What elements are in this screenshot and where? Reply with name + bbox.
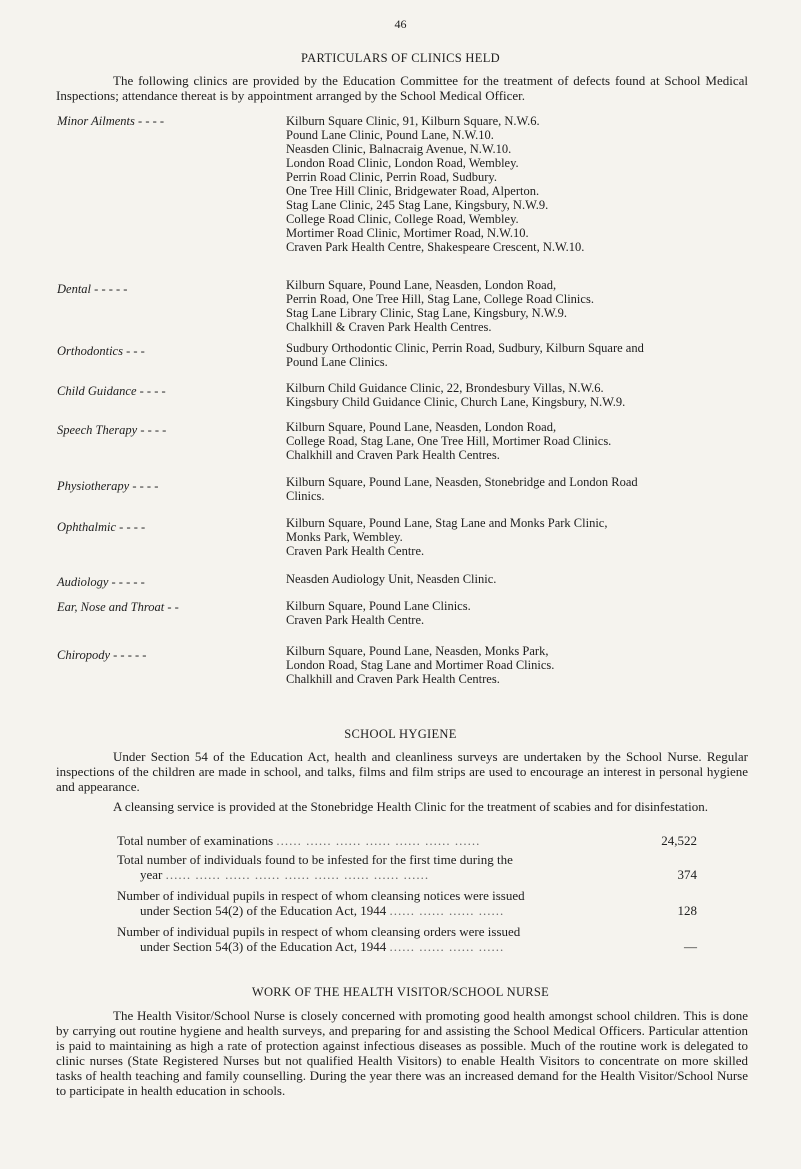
stat-label: Total number of individuals found to be infested for the first time during the	[117, 852, 513, 867]
clinic-dashes: - - - -	[140, 423, 167, 437]
stat-label-cont: under Section 54(2) of the Education Act, 1944	[140, 903, 387, 918]
clinic-line: Neasden Clinic, Balnacraig Avenue, N.W.10.	[286, 142, 512, 156]
stat-row: Total number of individuals found to be infested for the first time during the year ...... ...... ...... ...... ...... ...... ...... ...... ...... 374	[117, 852, 697, 882]
hygiene-paragraph-1	[56, 749, 748, 794]
stat-label-cont: under Section 54(3) of the Education Act, 1944	[140, 939, 387, 954]
clinic-line: Sudbury Orthodontic Clinic, Perrin Road, Sudbury, Kilburn Square and	[286, 341, 644, 355]
clinic-locations	[286, 114, 756, 254]
clinic-locations	[286, 475, 756, 503]
clinic-label: Ear, Nose and Throat	[57, 600, 165, 614]
clinic-line: College Road, Stag Lane, One Tree Hill, Mortimer Road Clinics.	[286, 434, 612, 448]
clinic-line: Craven Park Health Centre.	[286, 613, 425, 627]
stat-row: Number of individual pupils in respect of whom cleansing orders were issued under Section 54(3) of the Education Act, 1944 ...... ...... ...... ...... —	[117, 924, 697, 954]
clinic-line: Kilburn Square, Pound Lane Clinics.	[286, 599, 471, 613]
page-number: 46	[394, 17, 407, 31]
stat-value: 128	[677, 903, 697, 918]
clinic-dashes: - - - -	[132, 479, 159, 493]
clinic-label: Physiotherapy	[57, 479, 130, 493]
clinic-line: Kingsbury Child Guidance Clinic, Church Lane, Kingsbury, N.W.9.	[286, 395, 626, 409]
clinic-dashes: - - - -	[119, 520, 146, 534]
clinic-locations	[286, 644, 756, 686]
clinic-line: Kilburn Square, Pound Lane, Neasden, London Road,	[286, 420, 557, 434]
clinic-line: Craven Park Health Centre, Shakespeare Crescent, N.W.10.	[286, 240, 585, 254]
clinic-line: Mortimer Road Clinic, Mortimer Road, N.W.10.	[286, 226, 529, 240]
clinic-locations	[286, 420, 756, 462]
clinic-line: Kilburn Square, Pound Lane, Neasden, London Road,	[286, 278, 557, 292]
clinic-label: Audiology	[57, 575, 109, 589]
clinic-line: Kilburn Square, Pound Lane, Neasden, Monks Park,	[286, 644, 549, 658]
intro-text: The following clinics are provided by the Education Committee for the treatment of defects found at School Medical Inspections; attendance thereat is by appointment arranged by the School Medical Officer.	[56, 73, 748, 103]
clinic-line: London Road Clinic, London Road, Wembley.	[286, 156, 519, 170]
clinic-label: Orthodontics	[57, 344, 123, 358]
clinic-dashes: - - - -	[138, 114, 165, 128]
clinic-dashes: - - - -	[139, 384, 166, 398]
clinic-line: London Road, Stag Lane and Mortimer Road Clinics.	[286, 658, 555, 672]
clinic-dashes: - -	[167, 600, 179, 614]
clinic-line: Pound Lane Clinics.	[286, 355, 388, 369]
stat-label: Number of individual pupils in respect of whom cleansing notices were issued	[117, 888, 525, 903]
hygiene-paragraph-2	[56, 799, 748, 814]
stat-value: 24,522	[661, 833, 697, 848]
clinic-line: Chalkhill & Craven Park Health Centres.	[286, 320, 492, 334]
clinic-line: Clinics.	[286, 489, 325, 503]
clinic-dashes: - - -	[126, 344, 145, 358]
clinic-dashes: - - - - -	[94, 282, 128, 296]
clinic-line: Stag Lane Library Clinic, Stag Lane, Kingsbury, N.W.9.	[286, 306, 567, 320]
clinic-line: Perrin Road Clinic, Perrin Road, Sudbury.	[286, 170, 497, 184]
stat-label-cont: year	[140, 867, 163, 882]
clinic-locations	[286, 341, 756, 369]
hygiene-heading: SCHOOL HYGIENE	[344, 727, 457, 741]
clinic-line: Monks Park, Wembley.	[286, 530, 403, 544]
clinic-line: Chalkhill and Craven Park Health Centres.	[286, 672, 500, 686]
clinic-locations	[286, 599, 756, 627]
clinic-locations	[286, 278, 756, 334]
clinic-label: Minor Ailments	[57, 114, 135, 128]
clinic-line: Neasden Audiology Unit, Neasden Clinic.	[286, 572, 497, 586]
clinic-label: Ophthalmic	[57, 520, 117, 534]
stat-value: 374	[677, 867, 697, 882]
stat-label: Number of individual pupils in respect of whom cleansing orders were issued	[117, 924, 521, 939]
visitor-text: The Health Visitor/School Nurse is closely concerned with promoting good health amongst school children. This is done by carrying out routine hygiene and health surveys, and preparing for and assisting the School Medical Officers. Particular attention is paid to maintaining as high a rate of protection against infectious diseases as possible. Much of the routine work is delegated to clinic nurses (State Registered Nurses but not qualified Health Visitors) to enable Health Visitors to concentrate on more skilled tasks of health teaching and family counselling. During the year there was an increased demand for the Health Visitor/School Nurse to participate in health education in schools.	[56, 1008, 748, 1098]
clinic-line: Chalkhill and Craven Park Health Centres.	[286, 448, 500, 462]
clinic-locations	[286, 516, 756, 558]
visitor-paragraph	[56, 1008, 748, 1098]
clinic-line: Perrin Road, One Tree Hill, Stag Lane, College Road Clinics.	[286, 292, 594, 306]
clinic-dashes: - - - - -	[113, 648, 147, 662]
particulars-heading: PARTICULARS OF CLINICS HELD	[301, 51, 500, 65]
stat-row: Total number of examinations ...... ...... ...... ...... ...... ...... ...... 24,522	[117, 833, 697, 848]
visitor-heading: WORK OF THE HEALTH VISITOR/SCHOOL NURSE	[251, 985, 550, 999]
clinic-line: Craven Park Health Centre.	[286, 544, 425, 558]
clinic-locations	[286, 572, 756, 586]
stat-value: —	[684, 939, 697, 954]
clinic-label: Chiropody	[57, 648, 111, 662]
clinic-line: Kilburn Square Clinic, 91, Kilburn Square, N.W.6.	[286, 114, 540, 128]
clinic-line: Stag Lane Clinic, 245 Stag Lane, Kingsbury, N.W.9.	[286, 198, 549, 212]
hygiene-text-2: A cleansing service is provided at the Stonebridge Health Clinic for the treatment of scabies and for disinfestation.	[113, 799, 708, 814]
clinic-label: Dental	[57, 282, 92, 296]
hygiene-text-1: Under Section 54 of the Education Act, health and cleanliness surveys are undertaken by the School Nurse. Regular inspections of the children are made in school, and talks, films and film strips are used to encourage an interest in personal hygiene and appearance.	[56, 749, 748, 794]
clinic-dashes: - - - - -	[111, 575, 145, 589]
clinic-line: Kilburn Square, Pound Lane, Neasden, Stonebridge and London Road	[286, 475, 638, 489]
intro-paragraph	[56, 73, 748, 103]
clinic-label: Speech Therapy	[57, 423, 138, 437]
clinic-line: One Tree Hill Clinic, Bridgewater Road, Alperton.	[286, 184, 540, 198]
clinic-line: Pound Lane Clinic, Pound Lane, N.W.10.	[286, 128, 494, 142]
stat-label: Total number of examinations	[117, 833, 274, 848]
clinic-line: Kilburn Child Guidance Clinic, 22, Brondesbury Villas, N.W.6.	[286, 381, 604, 395]
clinic-label: Child Guidance	[57, 384, 137, 398]
clinic-line: College Road Clinic, College Road, Wembley.	[286, 212, 519, 226]
stat-row: Number of individual pupils in respect of whom cleansing notices were issued under Section 54(2) of the Education Act, 1944 ...... ...... ...... ...... 128	[117, 888, 697, 918]
clinic-locations	[286, 381, 756, 409]
clinic-line: Kilburn Square, Pound Lane, Stag Lane and Monks Park Clinic,	[286, 516, 608, 530]
